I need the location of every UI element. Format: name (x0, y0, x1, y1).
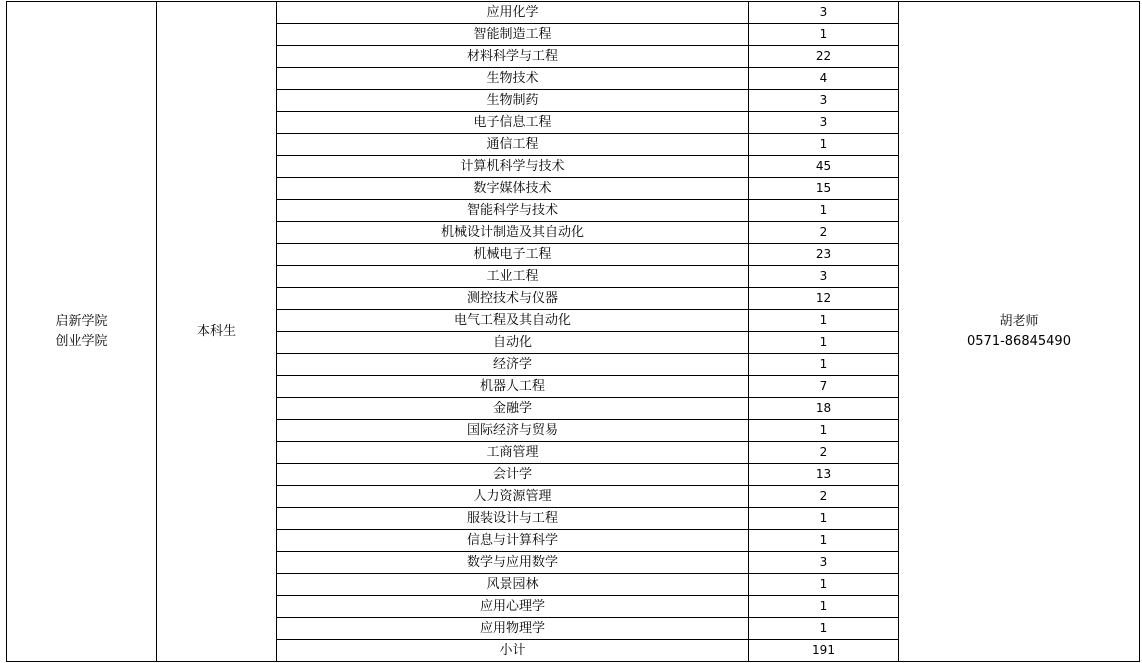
major-name-cell: 计算机科学与技术 (277, 156, 749, 178)
major-name-cell: 应用化学 (277, 2, 749, 24)
enrollment-table (6, 1, 1140, 662)
table-body (7, 2, 1140, 662)
major-count-cell: 1 (749, 24, 899, 46)
major-count-cell: 1 (749, 354, 899, 376)
major-count-cell: 15 (749, 178, 899, 200)
major-count-cell: 3 (749, 112, 899, 134)
subtotal-label-cell: 小计 (277, 640, 749, 662)
major-count-cell: 2 (749, 222, 899, 244)
major-count-cell: 1 (749, 332, 899, 354)
major-name-cell: 应用物理学 (277, 618, 749, 640)
major-count-cell: 3 (749, 90, 899, 112)
major-count-cell: 1 (749, 618, 899, 640)
major-name-cell: 服装设计与工程 (277, 508, 749, 530)
major-count-cell: 13 (749, 464, 899, 486)
major-count-cell: 1 (749, 200, 899, 222)
major-count-cell: 23 (749, 244, 899, 266)
major-name-cell: 人力资源管理 (277, 486, 749, 508)
major-name-cell: 智能科学与技术 (277, 200, 749, 222)
major-name-cell: 信息与计算科学 (277, 530, 749, 552)
college-name-line1: 启新学院 (55, 313, 108, 329)
major-count-cell: 22 (749, 46, 899, 68)
table-row (7, 2, 1140, 24)
major-count-cell: 3 (749, 266, 899, 288)
major-name-cell: 智能制造工程 (277, 24, 749, 46)
major-count-cell: 1 (749, 596, 899, 618)
major-name-cell: 生物制药 (277, 90, 749, 112)
major-count-cell: 2 (749, 442, 899, 464)
major-name-cell: 生物技术 (277, 68, 749, 90)
major-name-cell: 经济学 (277, 354, 749, 376)
contact-cell (899, 2, 1140, 662)
college-name-line2: 创业学院 (55, 333, 108, 349)
major-name-cell: 应用心理学 (277, 596, 749, 618)
major-name-cell: 工业工程 (277, 266, 749, 288)
major-count-cell: 2 (749, 486, 899, 508)
major-name-cell: 工商管理 (277, 442, 749, 464)
major-name-cell: 风景园林 (277, 574, 749, 596)
college-cell (7, 2, 157, 662)
contact-name: 胡老师 (999, 313, 1039, 329)
major-name-cell: 数学与应用数学 (277, 552, 749, 574)
major-count-cell: 7 (749, 376, 899, 398)
major-name-cell: 电气工程及其自动化 (277, 310, 749, 332)
student-level-cell: 本科生 (157, 2, 277, 662)
major-name-cell: 国际经济与贸易 (277, 420, 749, 442)
major-count-cell: 45 (749, 156, 899, 178)
major-count-cell: 1 (749, 134, 899, 156)
major-count-cell: 18 (749, 398, 899, 420)
major-name-cell: 机械设计制造及其自动化 (277, 222, 749, 244)
major-count-cell: 1 (749, 530, 899, 552)
major-name-cell: 电子信息工程 (277, 112, 749, 134)
major-count-cell: 12 (749, 288, 899, 310)
major-name-cell: 数字媒体技术 (277, 178, 749, 200)
major-name-cell: 金融学 (277, 398, 749, 420)
major-name-cell: 机械电子工程 (277, 244, 749, 266)
major-count-cell: 3 (749, 552, 899, 574)
major-count-cell: 3 (749, 2, 899, 24)
major-name-cell: 自动化 (277, 332, 749, 354)
major-name-cell: 材料科学与工程 (277, 46, 749, 68)
major-count-cell: 1 (749, 310, 899, 332)
major-name-cell: 通信工程 (277, 134, 749, 156)
major-name-cell: 机器人工程 (277, 376, 749, 398)
major-name-cell: 测控技术与仪器 (277, 288, 749, 310)
subtotal-count-cell: 191 (749, 640, 899, 662)
major-count-cell: 4 (749, 68, 899, 90)
major-count-cell: 1 (749, 574, 899, 596)
major-count-cell: 1 (749, 508, 899, 530)
major-count-cell: 1 (749, 420, 899, 442)
contact-phone: 0571-86845490 (967, 333, 1071, 349)
major-name-cell: 会计学 (277, 464, 749, 486)
